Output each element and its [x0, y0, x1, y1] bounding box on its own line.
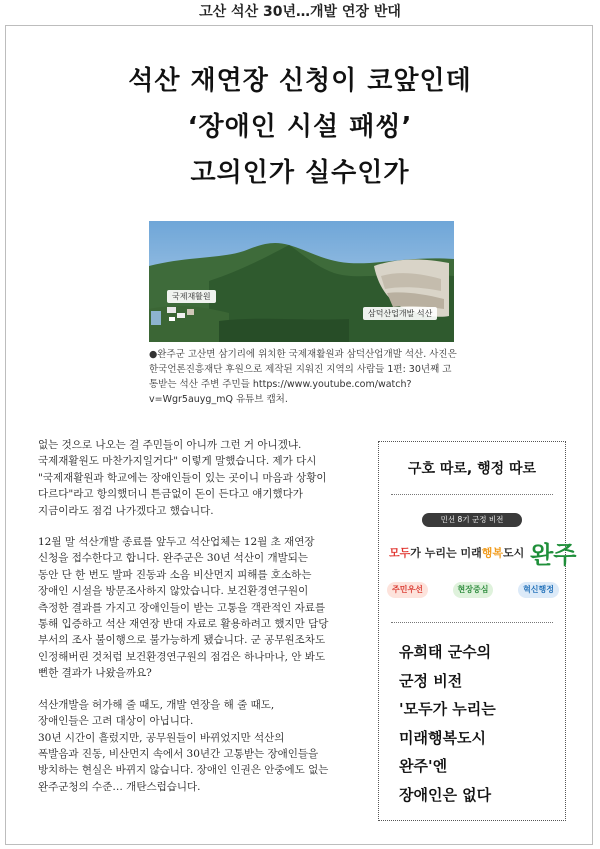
headline-line-3: 고의인가 실수인가 — [190, 158, 410, 188]
pill-field-focus: 현장중심 — [453, 582, 494, 598]
divider — [391, 494, 553, 495]
quote-line: '모두가 누리는 — [399, 700, 496, 718]
slogan-part: 도시 — [502, 546, 529, 560]
aerial-photo — [149, 221, 454, 342]
sidebar-box — [378, 441, 577, 821]
quote-line: 군정 비전 — [399, 671, 463, 690]
body-paragraph: 석산개발을 허가해 줄 때도, 개발 연장을 해 줄 때도, 장애인들은 고려 대상이 아닙니다. 30년 시간이 흘렀지만, 공무원들이 바뀌었지만 석산의 폭발음과 진동, 비산먼지 속에서 30년간 고통받는 장애인들을 방치하는 현실은 바뀌지 않습니다. 장애인 인권은 안중에도 없는 완주군청의 수준… 개탄스럽습니다. — [38, 698, 329, 793]
quote-line: 유희태 군수의 — [399, 643, 492, 661]
headline-line-1: 석산 재연장 신청이 코앞인데 — [128, 66, 472, 96]
sidebar-quote — [399, 638, 559, 809]
headline-line-2: ‘장애인 시설 패씽’ — [187, 112, 413, 142]
headline — [0, 58, 600, 196]
photo-label-rehab-center: 국제재활원 — [167, 290, 216, 303]
pill-resident-first: 주민우선 — [387, 582, 428, 598]
slogan-part: 행복 — [481, 546, 503, 560]
body-paragraph: 12월 말 석산개발 종료를 앞두고 석산업체는 12월 초 재연장 신청을 접수한다고 합니다. 완주군은 30년 석산이 개발되는 동안 단 한 번도 발파 진동과 소음 비산먼지 피해를 호소하는 장애인 시설을 방문조사하지 않았습니다. 보건환경연구원이 측정한 결과를 가지고 장애인들이 받는 고통을 객관적인 자료를 통해 입증하고 석산 재연장 반대 자료로 활용하려고 했지만 담당 부서의 조사 불이행으로 불가능하게 됐습니다. 군 공무원조차도 인정해버린 것처럼 보건환경연구원의 점검은 하나마나, 안 봐도 뻔한 결과가 나왔을까요? — [38, 536, 329, 680]
divider — [391, 622, 553, 623]
slogan-part: 모두 — [389, 546, 411, 560]
slogan-part: 미래 — [460, 546, 482, 560]
quote-line: 장애인은 없다 — [399, 785, 492, 804]
slogan-part: 가 누리는 — [410, 546, 461, 560]
pill-innovation: 혁신행정 — [518, 582, 559, 598]
body-paragraph: 없는 것으로 나오는 걸 주민들이 아니까 그런 거 아니겠냐. 국제재활원도 마찬가지일거다" 이렇게 말했습니다. 제가 다시 "국제재활원과 학교에는 장애인들이 있는 곳이니 마음과 상황이 다르다"라고 항의했더니 튼금없이 돈이 든다고 얘기했다가 지금이라도 점검 나가겠다고 했습니다. — [38, 439, 327, 517]
quote-line: 미래행복도시 — [399, 728, 486, 747]
quote-line: 완주'엔 — [399, 757, 448, 775]
sidebar-title: 구호 따로, 행정 따로 — [407, 461, 537, 477]
photo-label-quarry: 삼덕산업개발 석산 — [363, 307, 437, 320]
slogan-logo — [389, 535, 577, 575]
photo-caption: ●완주군 고산면 삼기리에 위치한 국제재활원과 삼덕산업개발 석산. 사진은 한국언론진흥재단 후원으로 제작된 지워진 지역의 사람들 1편: 30년째 고통받는 석산 주변 주민들 https://www.youtube.com/watch?v=Wgr5auyg_mQ 유튜브 캡처. — [149, 349, 457, 405]
article-body — [38, 437, 368, 810]
vision-pills — [387, 582, 559, 598]
top-banner: 고산 석산 30년…개발 연장 반대 — [199, 4, 401, 20]
slogan-wanju: 완주 — [530, 541, 577, 569]
vision-badge: 민선 8기 군정 비전 — [422, 513, 522, 527]
